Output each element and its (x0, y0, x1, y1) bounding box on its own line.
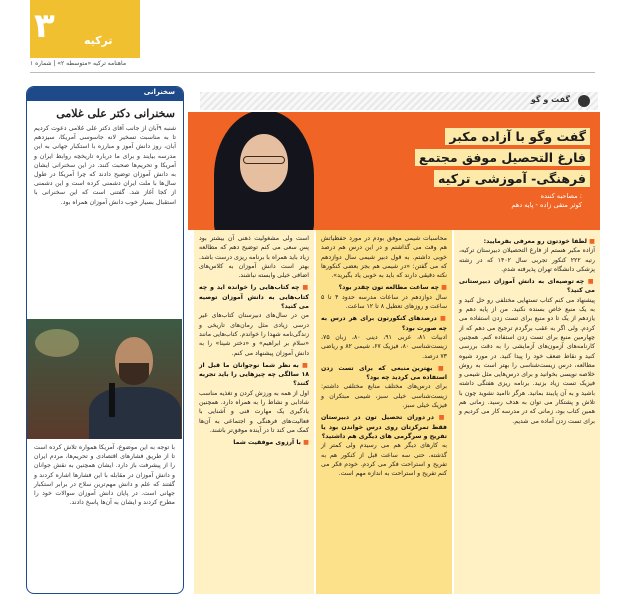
answer: پیشنهاد می کنم کتاب تستهایی مختلفی رو حل کنید و به یک منبع خاص بسنده نکنید. من از پایه دهم و یازدهم از یک تا دو منبع برای تست زدن استفاده می کردم. ولی اگر به عقب برگردم ترجیح می دهم که از چهارمین منبع برای تست زدن استفاده کنم. همچنین کارنامه‌های آزمون‌های آزمایشی را به دقت بررسی کنید و نقاط ضعف خود را پیدا کنید. در مورد شیوه مطالعه، درس زیست‌شناسی را بهتر است به روش خلاصه نویسی بخوانید و برای درس‌هایی مثل شیمی و فیزیک تست زیاد بزنید. برنامه ریزی هفتگی داشته باشید و به آن پایبند بمانید. هرگز ناامید نشوید چون با تلاش و پشتکار می توان به هدف رسید. (459, 296, 595, 407)
page-number: ۳ (34, 6, 55, 46)
question: ■ درصدهای کنکورتون برای هر درس به چه صورت بود؟ (321, 314, 447, 333)
sidebar-lower-text: با توجه به این موضوع، آمریکا همواره تلاش کرده است تا از طریق فشارهای اقتصادی و تحریم‌ها، مردم ایران را از پیشرفت باز دارد. ایشان همچنین به نقش جوانان و دانش آموزان در مقابله با این فشارها اشاره کردند و گفتند که علم و دانش مهم‌ترین سلاح در برابر استکبار جهانی است. در پایان دانش آموزان سوالات خود را مطرح کردند و ایشان به آن‌ها پاسخ دادند. (34, 444, 175, 507)
sidebar-header-bar (27, 87, 183, 101)
answer: به کارهای دیگر هم می رسیدم ولی کمتر از گذشته. حتی سه ساعت قبل از کنکور هم به تفریح و استراحت فکر می کردم. خودم فکر می کنم تفریح و استراحت به اندازه مهم است. (321, 442, 447, 478)
byline-interviewer-name: کوثر متقی زاده - پایه دهم (511, 201, 582, 209)
answer: ادبیات ۸۱، عربی ۹۱، دینی ۸۰، زبان ۷۵، زیست‌شناسی ۸۰، فیزیک ۶۷، شیمی ۸۲ و ریاضی ۷۳ درصد. (321, 333, 448, 360)
section-logo-icon (578, 95, 590, 107)
article-headline (402, 126, 590, 189)
headline-line-3: فرهنگی- آموزشی ترکیه (434, 170, 590, 187)
headline-line-1: گفت وگو با آزاده مکبر (445, 128, 590, 145)
question: ■ در دوران تحصیل تون در دبیرستان فقط تمرکزتان روی درس خواندن بود یا تفریح و سرگرمی های دیگری هم داشتید؟ (321, 413, 447, 441)
section-title: گفت و گو (530, 95, 570, 104)
answer: اول از همه به ورزش کردن و تغذیه مناسب شادابی و نشاط را به همراه دارد. همچنین یادگیری یک مهارت فنی و آشنایی با فعالیت‌های فرهنگی و اجتماعی به آن‌ها کمک می کند تا در آینده موفق‌تر باشند. (199, 389, 309, 434)
question: ■ چه ساعت مطالعه تون چقدر بود؟ (321, 283, 447, 292)
photo-suit (89, 387, 181, 439)
photo-microphone (109, 383, 115, 417)
section-label: ترکیه (84, 34, 113, 47)
masthead (30, 0, 140, 58)
speaker-photo (27, 319, 182, 439)
answer: من در سال‌های دبیرستان کتاب‌های غیر درسی زیادی مثل رمان‌های تاریخی و زندگی‌نامه شهدا را خواندم. کتاب‌هایی مانند «سلام بر ابراهیم» و «دختر شینا» را به دانش آموزان پیشنهاد می کنم. (199, 312, 309, 357)
answer: زمانی هم همین کتاب بود، زمانی که در مدرسه کار می کردیم و برای تست زدن آماده می شدیم. (459, 399, 595, 425)
sidebar-title: سخنرانی دکتر علی غلامی (56, 107, 175, 120)
question: ■ چه کتاب‌هایی را خوانده اید و چه کتاب‌هایی به دانش آموزان توصیه می کنید؟ (199, 283, 309, 311)
question: ■ چه توصیه‌ای به دانش آموزان دبیرستانی می کنید؟ (459, 277, 595, 296)
article-column-right (454, 230, 600, 594)
question: ■ به نظر شما نوجوانان ما قبل از ۱۸ سالگی چه چیزهایی را باید تجربه کنند؟ (199, 361, 309, 389)
answer: سال دوازدهم در ساعات مدرسه حدود ۴ تا ۵ ساعت و روزهای تعطیل ۸ تا ۱۲ ساعت. (321, 293, 447, 311)
photo-light (35, 329, 79, 357)
section-strip (200, 92, 598, 110)
answer: محاسبات شیمی موفق بودم در مورد حفظیاتش هم وقت می گذاشتم و در این درس هم درصد خوبی داشتم. به قول دبیر شیمی سال دوازدهم که می گفتن: «در شیمی هم بجز بعضی کنکورها نکته دقیقی دارند که باید به خوبی یاد بگیرید». (321, 235, 447, 280)
article-byline (422, 192, 582, 210)
question: ■ بهترین منبعی که برای تست زدن استفاده می کردید چه بود؟ (321, 364, 447, 383)
masthead-subline: ماهنامه ترکیه «متوسطه ۲» | شماره ۱ (30, 60, 127, 67)
header-divider (30, 72, 595, 73)
sidebar-speech-box (26, 86, 184, 594)
sidebar-section-label: سخنرانی (143, 88, 175, 96)
sidebar-intro-text: شنبه ۹آبان از جانب آقای دکتر علی غلامی دعوت کردیم تا به مناسبت تسخیر لانه جاسوسی آمریکا، سیزدهم آبان، روز دانش آموز و مبارزه با استکبار جهانی به این مدرسه بیایند و برای ما درباره تاریخچه روابط ایران و آمریکا و تحریم‌ها صحبت کنند. در این سخنرانی ایشان به دانش آموزان توضیح دادند که چرا آمریکا در طول سال‌ها با ملت ایران دشمنی کرده است و این دشمنی از کجا آغاز شد. گفتنی است که این سخنرانی با استقبال بسیار خوب دانش آموزان همراه بود. (34, 125, 176, 206)
question: ■ لطفا خودتون رو معرفی بفرمایید: (459, 237, 595, 246)
photo-beard (119, 363, 149, 385)
byline-interviewer-label: مصاحبه کننده : (540, 192, 582, 200)
article-hero (188, 112, 600, 230)
answer: برای درس‌های مختلف منابع مختلفی داشتم: زیست‌شناسی خیلی سبز، شیمی مبتکران و فیزیک خیلی سبز. (321, 383, 447, 410)
answer: آزاده مکبر هستم از فارغ التحصیلان دبیرستان ترکیه، رتبه ۲۲۲ کنکور تجربی سال ۱۴۰۲ که در رشته پزشکی دانشگاه تهران پذیرفته شدم. (459, 247, 595, 273)
article-column-middle (316, 230, 452, 594)
closing-line: ■ با آرزوی موفقیت شما (199, 438, 309, 447)
article-column-left (194, 230, 314, 594)
answer: است ولی مشغولیت ذهنی آن بیشتر بود پس سعی می کنم توضیح دهم که مطالعه زیاد باید همراه با برنامه ریزی درست باشد. بهتر است دانش آموزان به کلاس‌های اضافی خیلی وابسته نباشند. (199, 235, 309, 280)
headline-line-2: فارغ التحصیل موفق مجتمع (415, 149, 590, 166)
interviewee-glasses (243, 156, 285, 164)
